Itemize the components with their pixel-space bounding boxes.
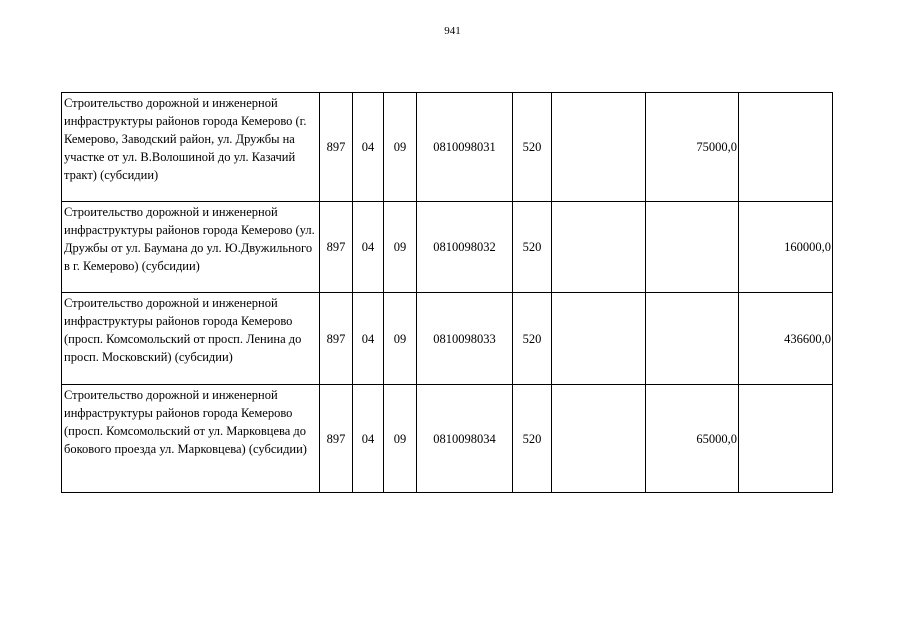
amount-cell-3: 436600,0 <box>739 293 833 385</box>
section-code-cell: 04 <box>353 202 384 293</box>
subsection-code-cell: 09 <box>384 293 417 385</box>
subsection-code-cell: 09 <box>384 202 417 293</box>
expense-name-cell: Строительство дорожной и инженерной инфраструктуры районов города Кемерово (ул. Дружбы от ул. Баумана до ул. Ю.Двужильного в г. Кемерово) (субсидии) <box>62 202 320 293</box>
section-code-cell: 04 <box>353 293 384 385</box>
amount-cell-2 <box>646 293 739 385</box>
budget-table <box>61 92 833 493</box>
section-code-cell: 04 <box>353 385 384 493</box>
target-article-cell: 0810098031 <box>417 93 513 202</box>
table-row <box>62 93 833 202</box>
amount-cell-3: 160000,0 <box>739 202 833 293</box>
amount-cell-1 <box>552 385 646 493</box>
amount-cell-3 <box>739 93 833 202</box>
expense-type-cell: 520 <box>513 293 552 385</box>
expense-name-cell: Строительство дорожной и инженерной инфраструктуры районов города Кемерово (просп. Комсомольский от ул. Марковцева до бокового проезда ул. Марковцева) (субсидии) <box>62 385 320 493</box>
subsection-code-cell: 09 <box>384 93 417 202</box>
amount-cell-1 <box>552 202 646 293</box>
expense-name-cell: Строительство дорожной и инженерной инфраструктуры районов города Кемерово (просп. Комсомольский от просп. Ленина до просп. Московский) (субсидии) <box>62 293 320 385</box>
expense-name-cell: Строительство дорожной и инженерной инфраструктуры районов города Кемерово (г. Кемерово, Заводский район, ул. Дружбы на участке от ул. В.Волошиной до ул. Казачий тракт) (субсидии) <box>62 93 320 202</box>
table-row <box>62 202 833 293</box>
expense-type-cell: 520 <box>513 385 552 493</box>
target-article-cell: 0810098034 <box>417 385 513 493</box>
amount-cell-1 <box>552 93 646 202</box>
ministry-code-cell: 897 <box>320 293 353 385</box>
target-article-cell: 0810098032 <box>417 202 513 293</box>
expense-type-cell: 520 <box>513 93 552 202</box>
table-row <box>62 293 833 385</box>
page-number: 941 <box>444 25 461 37</box>
expense-type-cell: 520 <box>513 202 552 293</box>
amount-cell-1 <box>552 293 646 385</box>
amount-cell-2: 75000,0 <box>646 93 739 202</box>
ministry-code-cell: 897 <box>320 93 353 202</box>
subsection-code-cell: 09 <box>384 385 417 493</box>
target-article-cell: 0810098033 <box>417 293 513 385</box>
table-row <box>62 385 833 493</box>
ministry-code-cell: 897 <box>320 202 353 293</box>
amount-cell-3 <box>739 385 833 493</box>
amount-cell-2 <box>646 202 739 293</box>
section-code-cell: 04 <box>353 93 384 202</box>
amount-cell-2: 65000,0 <box>646 385 739 493</box>
ministry-code-cell: 897 <box>320 385 353 493</box>
